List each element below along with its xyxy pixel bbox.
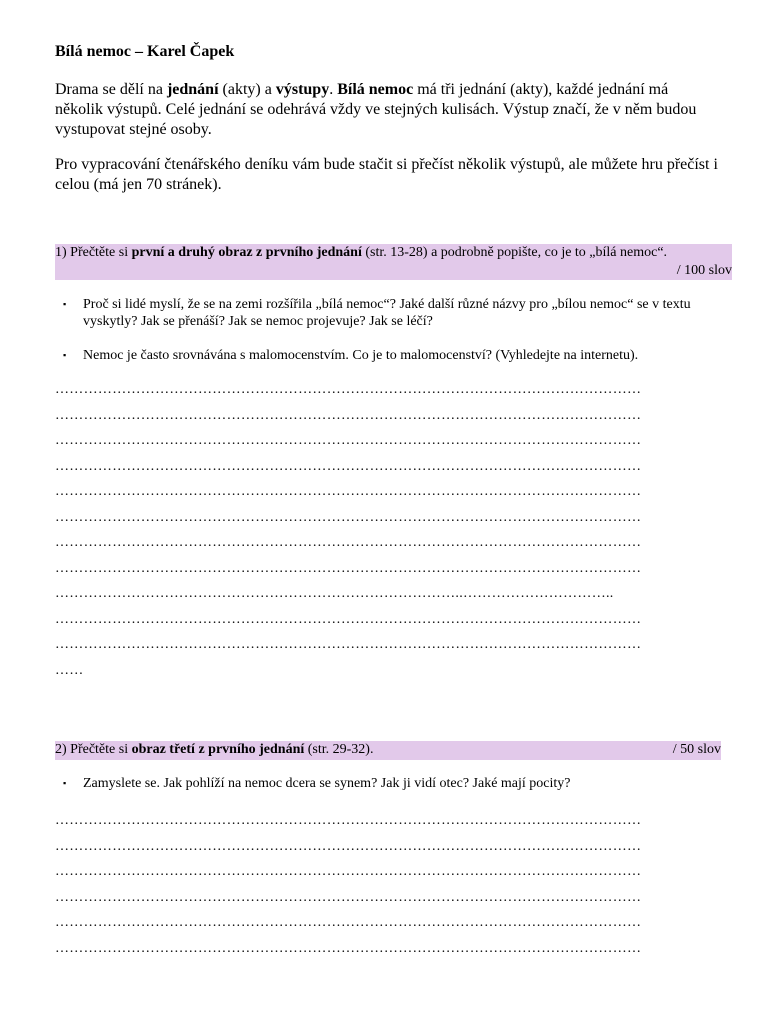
intro-p1-part: má tři jednání (akty), každé jednání má několik výstupů. Celé jednání se odehrává vždy ve stejných kulisách. Výstup značí, že v něm budou vystupovat stejné osoby. bbox=[55, 81, 697, 138]
section-1-answer-lines[interactable] bbox=[55, 377, 725, 683]
section-1-bullet-1 bbox=[63, 296, 723, 330]
bullet-text: Proč si lidé myslí, že se na zemi rozšířila „bílá nemoc“? Jaké další různé názvy pro „bílou nemoc“ se v textu vyskytly? Jak se přenáší? Jak se nemoc projevuje? Jak se léčí? bbox=[83, 297, 691, 329]
section-1-label-part: 1) Přečtěte si bbox=[55, 245, 132, 260]
section-1-word-count: / 100 slov bbox=[676, 263, 732, 278]
section-2-label-part: 2) Přečtěte si bbox=[55, 742, 132, 757]
document-title: Bílá nemoc – Karel Čapek bbox=[55, 43, 235, 60]
intro-p1-part: (akty) a bbox=[218, 81, 276, 98]
intro-p1-part: Drama se dělí na bbox=[55, 81, 167, 98]
intro-p1-part: . bbox=[329, 81, 338, 98]
bullet-text: Zamyslete se. Jak pohlíží na nemoc dcera se synem? Jak ji vidí otec? Jaké mají pocity? bbox=[83, 776, 571, 791]
section-2-answer-lines[interactable] bbox=[55, 808, 725, 961]
intro-p1-bold: Bílá nemoc bbox=[337, 81, 414, 98]
section-2-word-count: / 50 slov bbox=[672, 742, 721, 757]
section-1-label bbox=[55, 244, 732, 262]
answer-line[interactable]: …………………………………………………………………………………………………………… bbox=[55, 458, 642, 474]
section-2-header bbox=[55, 741, 721, 760]
section-1-label-bold: první a druhý obraz z prvního jednání bbox=[131, 245, 362, 260]
answer-line[interactable]: …………………………………………………………………………………………………………… bbox=[55, 407, 642, 423]
answer-line[interactable]: …………………………………………………………………………………………………………… bbox=[55, 889, 642, 905]
intro-p1-bold: výstupy bbox=[275, 81, 330, 98]
answer-line[interactable]: …………………………………………………………………………………………………………… bbox=[55, 560, 642, 576]
answer-line[interactable]: …………………………………………………………………………………………………………… bbox=[55, 838, 642, 854]
square-bullet-icon: ▪ bbox=[63, 350, 67, 360]
bullet-text: Nemoc je často srovnávána s malomocenstvím. Co je to malomocenství? (Vyhledejte na internetu). bbox=[83, 348, 639, 363]
answer-line[interactable]: …………………………………………………………………………………………………………… bbox=[55, 484, 642, 499]
section-2-label-part: (str. 29-32). bbox=[304, 742, 374, 757]
answer-line[interactable]: …………………………………………………………………………………………………………… bbox=[55, 813, 642, 828]
answer-line[interactable]: …… bbox=[55, 662, 84, 678]
section-2-label bbox=[55, 742, 373, 757]
answer-line[interactable]: …………………………………………………………………………..………………………….. bbox=[55, 586, 614, 601]
answer-line[interactable]: …………………………………………………………………………………………………………… bbox=[55, 611, 642, 627]
intro-paragraph-2: Pro vypracování čtenářského deníku vám bude stačit si přečíst několik výstupů, ale můžete hru přečíst i celou (má jen 70 stránek). bbox=[55, 156, 718, 193]
answer-line[interactable]: …………………………………………………………………………………………………………… bbox=[55, 433, 642, 448]
section-1-header bbox=[55, 244, 732, 280]
section-1-bullet-2 bbox=[63, 347, 723, 364]
intro-paragraph-1 bbox=[55, 80, 720, 140]
answer-line[interactable]: …………………………………………………………………………………………………………… bbox=[55, 509, 642, 525]
answer-line[interactable]: …………………………………………………………………………………………………………… bbox=[55, 940, 642, 956]
answer-line[interactable]: …………………………………………………………………………………………………………… bbox=[55, 864, 642, 879]
section-2-bullet-1 bbox=[63, 775, 723, 792]
square-bullet-icon: ▪ bbox=[63, 778, 67, 788]
answer-line[interactable]: …………………………………………………………………………………………………………… bbox=[55, 637, 642, 652]
section-1-label-part: (str. 13-28) a podrobně popište, co je to „bílá nemoc“. bbox=[361, 245, 668, 260]
intro-p1-bold: jednání bbox=[166, 81, 219, 98]
answer-line[interactable]: …………………………………………………………………………………………………………… bbox=[55, 915, 642, 930]
section-2-label-bold: obraz třetí z prvního jednání bbox=[131, 742, 305, 757]
answer-line[interactable]: …………………………………………………………………………………………………………… bbox=[55, 382, 642, 397]
square-bullet-icon: ▪ bbox=[63, 299, 67, 309]
answer-line[interactable]: …………………………………………………………………………………………………………… bbox=[55, 535, 642, 550]
